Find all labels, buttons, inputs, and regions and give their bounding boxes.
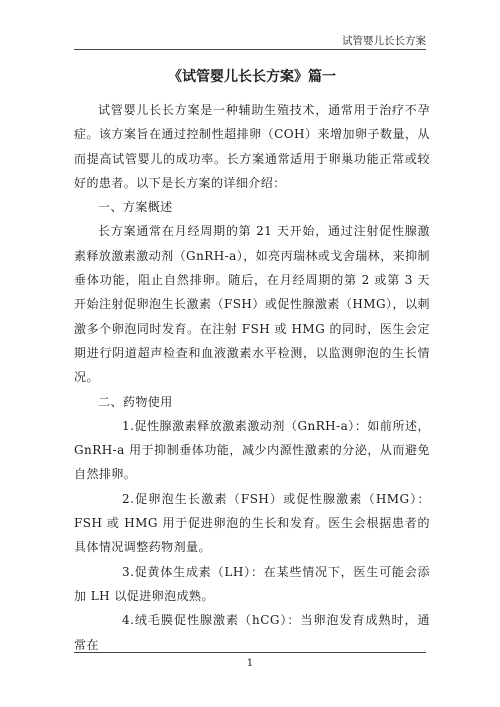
header-divider [74,49,426,50]
medication-item-hcg: 4.绒毛膜促性腺激素（hCG）：当卵泡发育成熟时，通常在 [74,613,430,652]
page-number: 1 [246,657,254,669]
intro-paragraph: 试管婴儿长长方案是一种辅助生殖技术，通常用于治疗不孕症。该方案旨在通过控制性超排卵（COH）来增加卵子数量，从而提高试管婴儿的成功率。长方案通常适用于卵巢功能正常或较好的患者。以下是长方案的详细介绍： [74,103,430,190]
section-heading-overview: 一、方案概述 [98,200,173,215]
footer-divider [74,652,426,653]
document-title: 《试管婴儿长长方案》篇一 [168,69,336,85]
medication-item-fsh-hmg: 2.促卵泡生长激素（FSH）或促性腺激素（HMG）：FSH 或 HMG 用于促进卵泡的生长和发育。医生会根据患者的具体情况调整药物剂量。 [74,491,430,555]
overview-paragraph: 长方案通常在月经周期的第 21 天开始，通过注射促性腺激素释放激素激动剂（GnRH-a），如亮丙瑞林或戈舍瑞林，来抑制垂体功能，阻止自然排卵。随后，在月经周期的第 2 或第 3 天开始注射促卵泡生长激素（FSH）或促性腺激素（HMG），以刺激多个卵泡同时发育。在注射 FSH 或 HMG 的同时，医生会定期进行阴道超声检查和血液激素水平检测，以监测卵泡的生长情况。 [74,224,430,385]
section-heading-medication: 二、药物使用 [98,394,173,409]
document-body [74,98,430,657]
medication-item-gnrh: 1.促性腺激素释放激素激动剂（GnRH-a）：如前所述，GnRH-a 用于抑制垂体功能，减少内源性激素的分泌，从而避免自然排卵。 [74,418,430,482]
medication-item-lh: 3.促黄体生成素（LH）：在某些情况下，医生可能会添加 LH 以促进卵泡成熟。 [74,564,430,603]
running-header: 试管婴儿长长方案 [342,35,426,47]
